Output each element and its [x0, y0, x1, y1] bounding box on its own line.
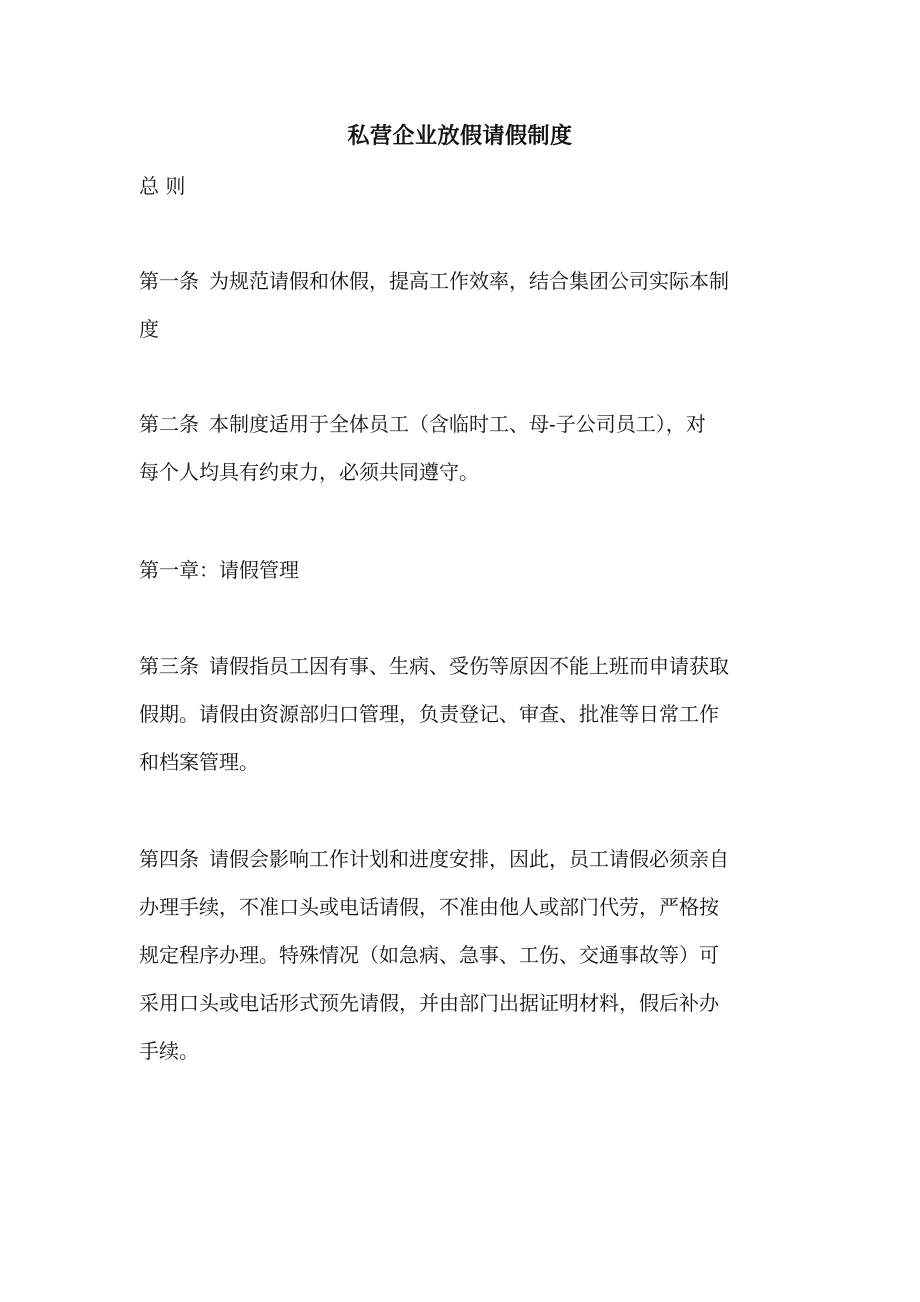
article-1-label: 第一条: [139, 269, 199, 293]
chapter-1-heading: 第一章：请假管理: [139, 558, 299, 582]
section-heading: 总 则: [139, 174, 186, 198]
article-4-line-5: 手续。: [139, 1039, 199, 1063]
article-4-line-3: 规定程序办理。特殊情况（如急病、急事、工伤、交通事故等）可: [139, 943, 719, 967]
article-4-text: 请假会影响工作计划和进度安排，因此，员工请假必须亲自: [209, 847, 729, 871]
article-3-label: 第三条: [139, 654, 199, 678]
article-4-line-2: 办理手续，不准口头或电话请假，不准由他人或部门代劳，严格按: [139, 895, 719, 919]
article-4-line-1: [139, 844, 799, 874]
article-2-line-1: [139, 409, 799, 439]
article-1-line-1: [139, 266, 799, 296]
article-1-line-2: 度: [139, 317, 159, 341]
article-4-line-4: 采用口头或电话形式预先请假，并由部门出据证明材料，假后补办: [139, 991, 719, 1015]
article-1-text: 为规范请假和休假，提高工作效率，结合集团公司实际本制: [209, 269, 729, 293]
article-2-label: 第二条: [139, 412, 199, 436]
article-3-line-3: 和档案管理。: [139, 750, 259, 774]
article-4-label: 第四条: [139, 847, 199, 871]
article-3-text: 请假指员工因有事、生病、受伤等原因不能上班而申请获取: [209, 654, 729, 678]
article-2-text: 本制度适用于全体员工（含临时工、母-子公司员工），对: [209, 412, 706, 436]
article-3-line-1: [139, 651, 799, 681]
article-3-line-2: 假期。请假由资源部归口管理，负责登记、审查、批准等日常工作: [139, 702, 719, 726]
document-title: 私营企业放假请假制度: [347, 123, 573, 149]
article-2-line-2: 每个人均具有约束力，必须共同遵守。: [139, 460, 479, 484]
